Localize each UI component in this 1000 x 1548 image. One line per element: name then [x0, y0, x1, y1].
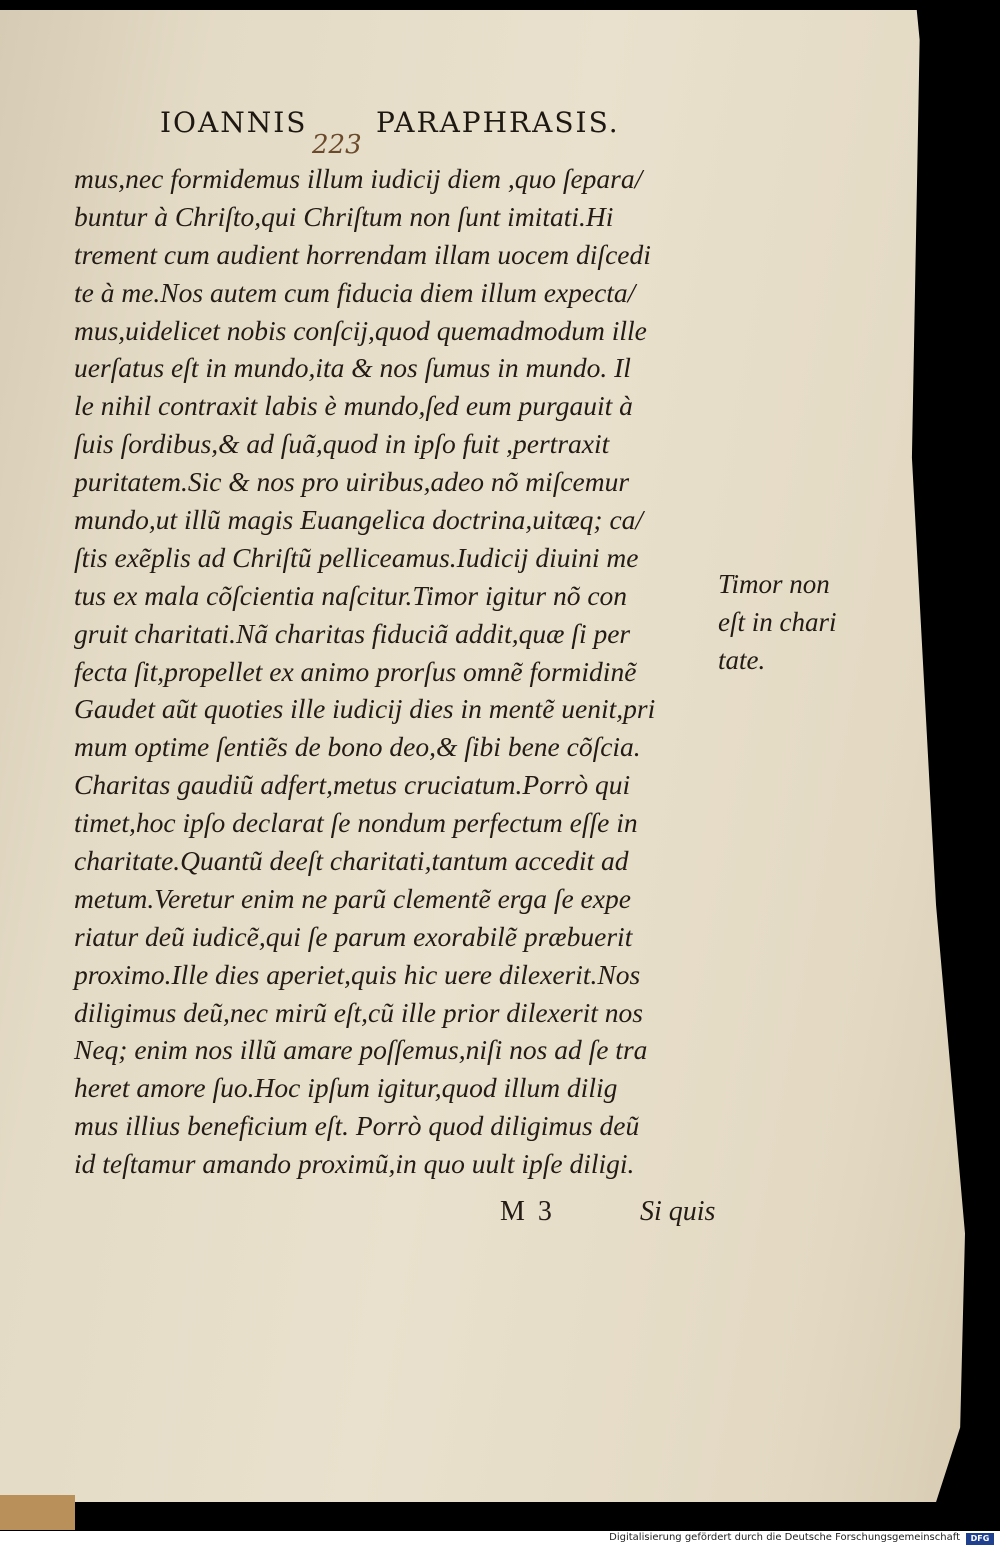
text-line: ſtis exẽplis ad Chriſtũ pelliceamus.Iudicij diuini me [74, 541, 639, 573]
catchword: Si quis [640, 1196, 716, 1227]
text-line: gruit charitati.Nã charitas fiduciã addit,quæ ſi per [74, 617, 631, 649]
text-line: fecta ſit,propellet ex animo prorſus omnẽ formidinẽ [74, 655, 637, 687]
handwritten-folio-number: 223 [312, 130, 362, 160]
text-line: mus,uidelicet nobis conſcij,quod quemadmodum ille [74, 314, 647, 346]
text-line: metum.Veretur enim ne parũ clementẽ erga ſe expe [74, 882, 631, 914]
text-line: ſuis ſordibus,& ad ſuã,quod in ipſo fuit ,pertraxit [74, 428, 610, 460]
text-line: buntur à Chriſto,qui Chriſtum non ſunt imitati.Hi [74, 200, 614, 232]
text-line: mus illius beneficium eſt. Porrò quod diligimus deũ [74, 1110, 640, 1142]
signature-mark: M 3 [500, 1196, 555, 1227]
text-line: mum optime ſentiẽs de bono deo,& ſibi bene cõſcia. [74, 731, 641, 763]
marginal-note-line: Timor non [718, 569, 830, 599]
text-line: proximo.Ille dies aperiet,quis hic uere dilexerit.Nos [74, 958, 641, 990]
funding-credit: Digitalisierung gefördert durch die Deutsche Forschungsgemeinschaft [609, 1532, 960, 1543]
text-line: riatur deũ iudicẽ,qui ſe parum exorabilẽ præbuerit [74, 920, 633, 952]
running-head-right: PARAPHRASIS. [376, 106, 620, 139]
text-line: te à me.Nos autem cum fiducia diem illum expecta/ [74, 276, 636, 308]
dfg-logo-icon: DFG [966, 1533, 994, 1545]
text-line: trement cum audient horrendam illam uocem diſcedi [74, 238, 651, 270]
text-line: Charitas gaudiũ adfert,metus cruciatum.Porrò qui [74, 769, 631, 801]
text-line: uerſatus eſt in mundo,ita & nos ſumus in mundo. Il [74, 352, 631, 384]
main-text-block [74, 160, 734, 1183]
text-line: tus ex mala cõſcientia naſcitur.Timor igitur nõ con [74, 579, 628, 611]
text-line: le nihil contraxit labis è mundo,ſed eum purgauit à [74, 390, 633, 422]
text-line: mundo,ut illũ magis Euangelica doctrina,uitæq; ca/ [74, 504, 644, 536]
marginal-note-line: tate. [718, 645, 766, 675]
text-line: mus,nec formidemus illum iudicij diem ,quo ſepara/ [74, 163, 643, 194]
page-corner-stain [0, 1495, 75, 1530]
digitization-footer [0, 1531, 1000, 1548]
text-line: diligimus deũ,nec mirũ eſt,cũ ille prior dilexerit nos [74, 996, 644, 1028]
text-line: puritatem.Sic & nos pro uiribus,adeo nõ miſcemur [74, 466, 630, 498]
marginal-note-line: eſt in chari [718, 607, 837, 637]
text-line: Gaudet aũt quoties ille iudicij dies in mentẽ uenit,pri [74, 693, 656, 725]
running-head-left: IOANNIS [160, 106, 308, 139]
text-line: heret amore ſuo.Hoc ipſum igitur,quod illum dilig [74, 1072, 618, 1104]
text-line: id teſtamur amando proximũ,in quo uult ipſe diligi. [74, 1148, 635, 1180]
text-line: Neq; enim nos illũ amare poſſemus,niſi nos ad ſe tra [74, 1034, 648, 1066]
marginal-note [718, 565, 836, 679]
text-line: timet,hoc ipſo declarat ſe nondum perfectum eſſe in [74, 807, 638, 839]
text-line: charitate.Quantũ deeſt charitati,tantum accedit ad [74, 845, 629, 877]
